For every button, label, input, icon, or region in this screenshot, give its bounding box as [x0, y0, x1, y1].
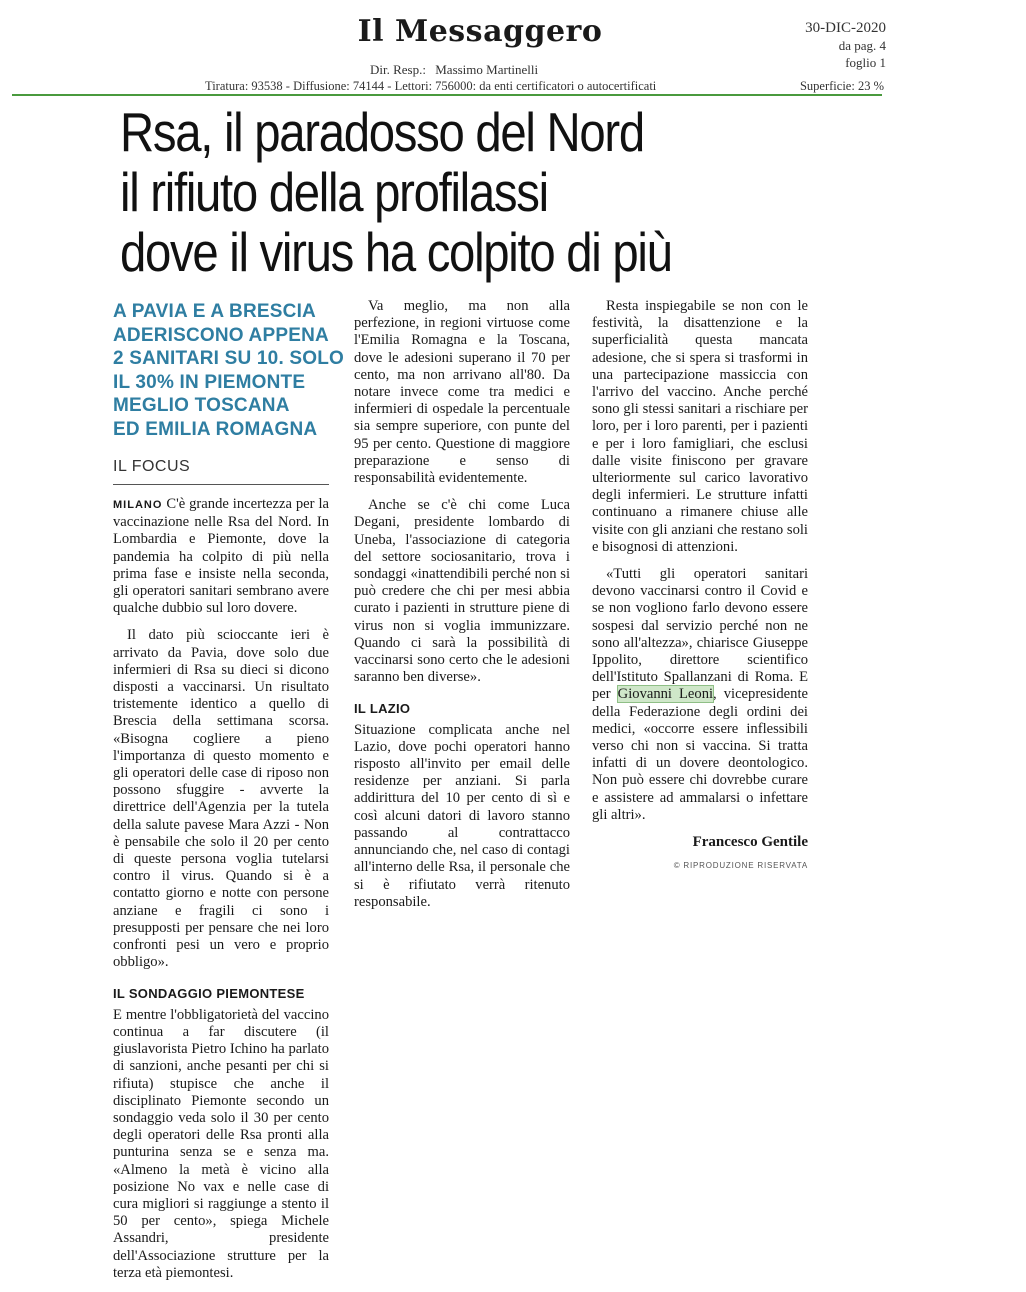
article-author: Francesco Gentile [692, 834, 808, 851]
issue-meta [805, 20, 886, 71]
sheet-ref: foglio 1 [845, 55, 886, 70]
page-ref: da pag. 4 [838, 38, 886, 53]
subhead-line: A PAVIA E A BRESCIA [113, 301, 316, 322]
paragraph-text: C'è grande incertezza per la vaccinazione nelle Rsa del Nord. In Lombardia e Piemonte, dove la pandemia ha colpito di più nella prima fase e insiste nella seconda, gli operatori sanitari sembrano avere qualche dubbio sul loro dovere. [113, 496, 329, 617]
article-subhead [113, 300, 343, 441]
highlighted-name: Giovanni Leoni [617, 686, 714, 703]
issue-date: 30-DIC-2020 [805, 20, 886, 36]
section-subtitle: IL LAZIO [354, 701, 411, 717]
article-column-1 [113, 496, 329, 1292]
director-label: Dir. Resp.: [370, 62, 426, 77]
article-paragraph: E mentre l'obbligatorietà del vaccino continua a far discutere (il giuslavorista Pietro Ichino ha parlato di sanzioni, anche pesanti per chi si rifiuta) stupisce che anche il disciplinato Piemonte secondo un sondaggio veda solo il 30 per cento degli operatori delle Rsa pronti alla punturina senza se e senza ma. «Almeno la metà è vicino alla posizione No vax e nelle case di cura migliori si raggiunge a stento il 50 per cento», spiega Michele Assandri, presidente dell'Associazione strutture per la terza età piemontesi. [113, 1006, 329, 1281]
director-name: Massimo Martinelli [435, 62, 539, 77]
article-paragraph [592, 566, 808, 824]
masthead-logo: Il Messaggero [357, 14, 603, 49]
subhead-line: IL 30% IN PIEMONTE [113, 371, 306, 393]
paragraph-text: «Tutti gli operatori sanitari devono vaccinarsi contro il Covid e se non vogliono farlo devono essere sospesi dal servizio perché non ne sono all'altezza», chiarisce Giuseppe Ippolito, direttore scientifico dell'Istituto Spallanzani di Roma. E per [592, 566, 808, 703]
section-label: IL FOCUS [113, 458, 191, 475]
section-subtitle: IL SONDAGGIO PIEMONTESE [113, 986, 305, 1002]
subhead-line: MEGLIO TOSCANA [113, 395, 290, 416]
article-paragraph: Il dato più scioccante ieri è arrivato da Pavia, dove solo due infermieri di Rsa su dieci si dicono disposti a vaccinarsi. Un risultato tristemente identico a quello di Brescia della settimana scorsa. «Bisogna cogliere a pieno l'importanza di questo momento e gli operatori delle case di riposo non possono sfuggire - avverte la direttrice dell'Agenzia per la tutela della salute pavese Mara Azzi - Non è pensabile che solo il 20 per cento di queste persona voglia tutelarsi contro il virus. Quando si è a contatto giorno e notte con persone anziane e fragili ci sono i presupposti per pensare che nei loro confronti pesi un vero e proprio obbligo». [113, 627, 329, 971]
paragraph-text: , vicepresidente della Federazione degli ordini dei medici, «occorre essere inflessibili verso chi non si vaccina. Si tratta infatti di un dovere deontologico. Non può essere chi dovrebbe curare e assistere ad ammalarsi o infettare gli altri». [592, 686, 808, 823]
subhead-line: ADERISCONO APPENA [113, 324, 329, 346]
article-column-3 [592, 298, 808, 875]
surface-info: Superficie: 23 % [799, 79, 884, 93]
subhead-line: ED EMILIA ROMAGNA [113, 418, 318, 440]
section-divider [113, 484, 329, 485]
article-paragraph [113, 496, 329, 617]
dateline: MILANO [113, 499, 163, 511]
headline-line: dove il virus ha colpito di più [120, 221, 672, 283]
article-paragraph: Resta inspiegabile se non con le festività, la disattenzione e la superficialità questa mancata adesione, che si spera si trasformi in una partecipazione massiccia con l'arrivo del vaccino. Anche perché sono gli stessi sanitari a rischiare per loro, per i loro parenti, per i pazienti e per i loro famigliari, che esclusi dalle visite finiscono per gravare ulteriormente sul carico lavorativo degli infermieri. Le strutture infatti continuano a rimanere chiuse alle visite con gli anziani che restano soli e bisognosi di attenzioni. [592, 298, 808, 555]
article-paragraph: Situazione complicata anche nel Lazio, dove pochi operatori hanno risposto all'invito per email delle residenze per anziani. Si parla addirittura del 10 per cento di sì e così alcuni datori di lavoro stanno passando al contrattacco annunciando che, nel caso di contagi all'interno delle Rsa, il personale che si è rifiutato verrà ritenuto responsabile. [354, 721, 570, 910]
header-divider [12, 94, 882, 96]
director-line [370, 62, 650, 78]
article-column-2 [354, 298, 570, 921]
subhead-line: 2 SANITARI SU 10. SOLO [113, 348, 345, 369]
headline-line: Rsa, il paradosso del Nord [120, 101, 644, 163]
headline-line: il rifiuto della profilassi [120, 161, 548, 223]
copyright-notice: © RIPRODUZIONE RISERVATA [673, 861, 808, 871]
article-paragraph: Anche se c'è chi come Luca Degani, presidente lombardo di Uneba, l'associazione di categoria del settore sociosanitario, trova i sondaggi «inattendibili perché non si può credere che chi per mesi abbia curato i pazienti in strutture piene di virus non si voglia immunizzare. Quando ci sarà la possibilità di vaccinarsi sono certo che le adesioni saranno ben diverse». [354, 497, 570, 686]
circulation-info: Tiratura: 93538 - Diffusione: 74144 - Lettori: 756000: da enti certificatori o autocertificati [205, 79, 657, 93]
article-headline [120, 102, 739, 282]
article-paragraph: Va meglio, ma non alla perfezione, in regioni virtuose come l'Emilia Romagna e la Toscana, dove le adesioni superano il 70 per cento, ma non arrivano all'80. Da notare invece come tra medici e infermieri di ospedale la percentuale sia sempre superiore, con punte del 95 per cento. Questione di maggiore preparazione e senso di responsabilità evidentemente. [354, 298, 570, 487]
